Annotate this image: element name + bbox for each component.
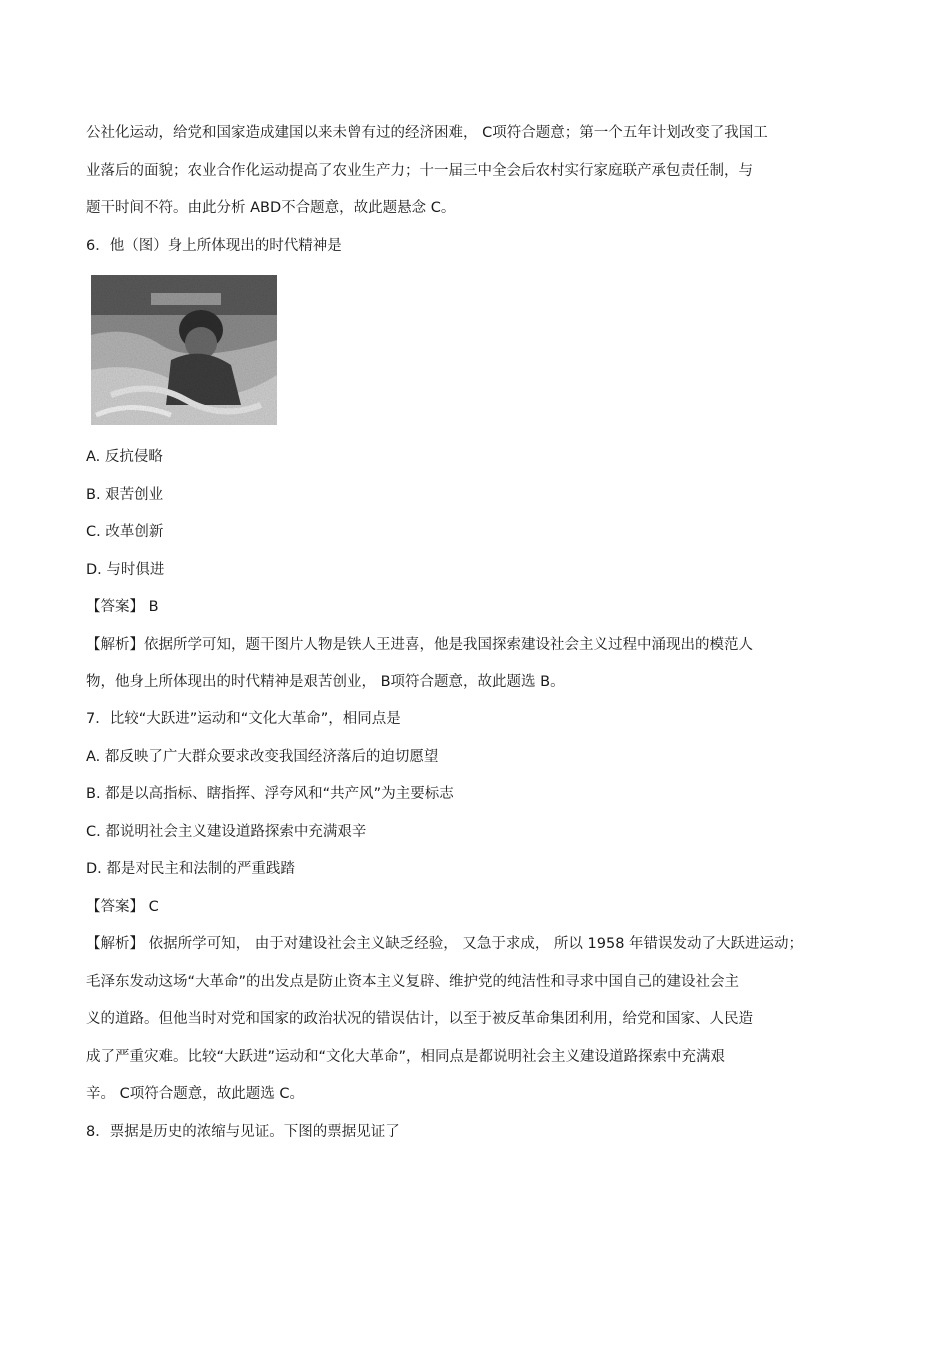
question-6-option-d: D. 与时俱进 [86,562,165,578]
question-8-stem: 8．票据是历史的浓缩与见证。下图的票据见证了 [86,1124,400,1140]
question-6-analysis-line-2: 物，他身上所体现出的时代精神是艰苦创业， B项符合题意，故此题选 B。 [86,674,565,690]
question-6-photo [91,275,277,425]
question-6-option-b: B. 艰苦创业 [86,487,164,503]
question-7-option-c: C. 都说明社会主义建设道路探索中充满艰辛 [86,824,367,840]
question-7-analysis-line-5: 辛。 C项符合题意，故此题选 C。 [86,1086,304,1102]
question-7-option-a: A. 都反映了广大群众要求改变我国经济落后的迫切愿望 [86,749,439,765]
question-7-analysis-line-4: 成了严重灾难。比较“大跃进”运动和“文化大革命”，相同点是都说明社会主义建设道路探索中充满艰 [86,1049,726,1065]
question-7-analysis-line-3: 义的道路。但他当时对党和国家的政治状况的错误估计，以至于被反革命集团利用，给党和国家、人民造 [86,1011,753,1027]
question-6-answer: 【答案】 B [86,599,159,615]
question-6-stem: 6．他（图）身上所体现出的时代精神是 [86,238,342,254]
question-7-answer: 【答案】 C [86,899,159,915]
question-7-option-d: D. 都是对民主和法制的严重践踏 [86,861,295,877]
question-6-analysis-line-1: 【解析】依据所学可知，题干图片人物是铁人王进喜，他是我国探索建设社会主义过程中涌现出的模范人 [86,637,753,653]
text-line-2: 业落后的面貌；农业合作化运动提高了农业生产力；十一届三中全会后农村实行家庭联产承包责任制，与 [86,163,753,179]
question-7-analysis-line-1: 【解析】 依据所学可知， 由于对建设社会主义缺乏经验， 又急于求成， 所以 1958 年错误发动了大跃进运动； [86,936,804,952]
question-6-option-a: A. 反抗侵略 [86,449,163,465]
question-7-analysis-line-2: 毛泽东发动这场“大革命”的出发点是防止资本主义复辟、维护党的纯洁性和寻求中国自己的建设社会主 [86,974,740,990]
text-line-1: 公社化运动，给党和国家造成建国以来未曾有过的经济困难， C项符合题意；第一个五年计划改变了我国工 [86,125,768,141]
question-7-option-b: B. 都是以高指标、瞎指挥、浮夸风和“共产风”为主要标志 [86,786,454,802]
question-7-stem: 7．比较“大跃进”运动和“文化大革命”，相同点是 [86,711,401,727]
question-6-option-c: C. 改革创新 [86,524,164,540]
text-line-3: 题干时间不符。由此分析 ABD不合题意，故此题悬念 C。 [86,200,456,216]
